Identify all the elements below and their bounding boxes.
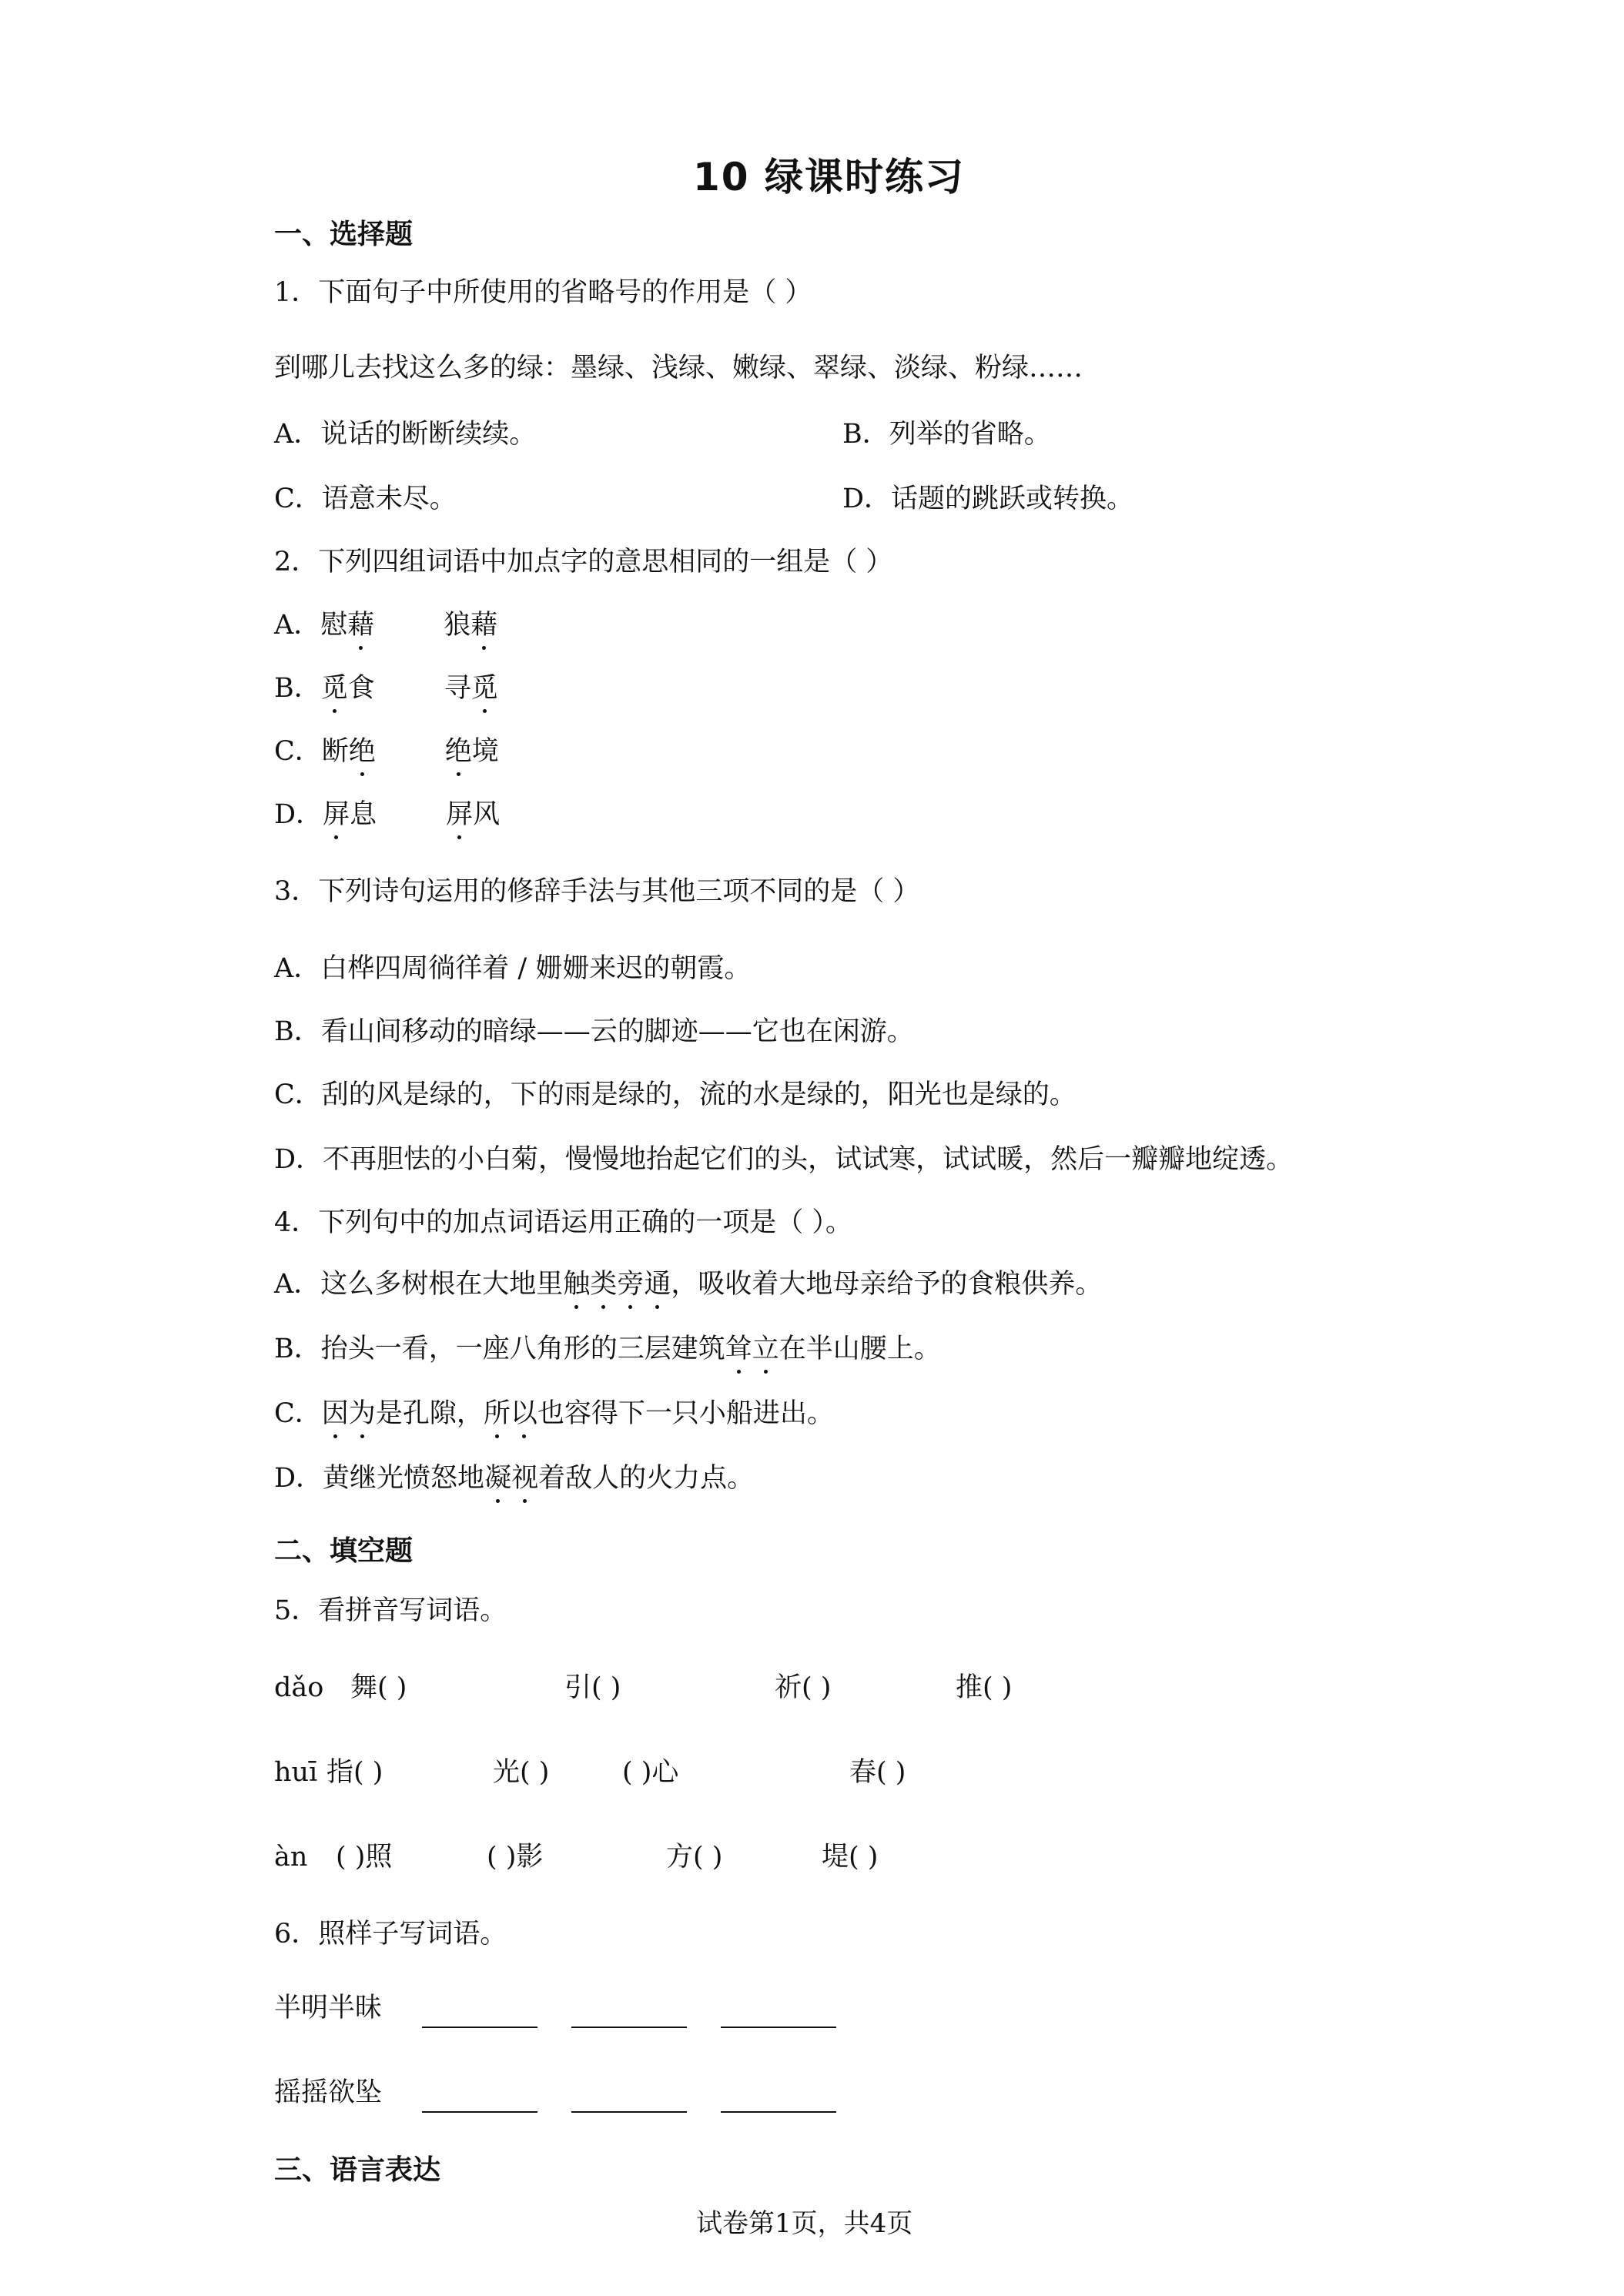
word-char: 慰: [320, 610, 348, 641]
q3-option-b[interactable]: B．看山间移动的暗绿——云的脚迹——它也在闲游。: [274, 1016, 914, 1047]
answer-line[interactable]: [422, 2088, 537, 2116]
q2-option-d[interactable]: [274, 798, 500, 832]
q4-stem: 4．下列句中的加点词语运用正确的一项是（ ）。: [274, 1207, 852, 1238]
option-label: D．: [274, 799, 323, 830]
page-title: 10 绿课时练习: [693, 155, 965, 199]
q1-stem: 1．下面句子中所使用的省略号的作用是（ ）: [274, 277, 812, 308]
q2-option-c[interactable]: [274, 735, 499, 768]
q6-example-2: 摇摇欲坠: [274, 2077, 383, 2108]
dotted-char: 耸: [725, 1334, 752, 1364]
q2-option-a[interactable]: [274, 608, 497, 642]
option-text: C．: [274, 1398, 322, 1429]
dotted-char: 视: [511, 1463, 539, 1494]
word-char: 食: [347, 673, 375, 704]
q3-stem: 3．下列诗句运用的修辞手法与其他三项不同的是（ ）: [274, 876, 920, 907]
dotted-char: 屏: [323, 799, 350, 830]
word-char: 断: [321, 736, 349, 767]
answer-line[interactable]: [721, 2088, 836, 2116]
dotted-char: 凝: [484, 1463, 512, 1494]
q4-option-d[interactable]: [274, 1461, 754, 1495]
option-label: C．: [274, 736, 322, 767]
page-footer: 试卷第1页，共4页: [696, 2208, 913, 2239]
q5-blank[interactable]: 方( ): [666, 1842, 723, 1873]
dotted-char: 绝: [444, 736, 472, 767]
q5-blank[interactable]: 祈( ): [775, 1672, 832, 1703]
word-char: 息: [350, 799, 377, 830]
q1-option-a[interactable]: A．说话的断断续续。: [274, 419, 537, 450]
q3-option-a[interactable]: A．白桦四周徜徉着 / 姗姗来迟的朝霞。: [274, 953, 752, 984]
answer-line[interactable]: [571, 2088, 687, 2116]
dotted-char: 藉: [347, 610, 375, 641]
dotted-char: 立: [752, 1334, 779, 1364]
word-char: 风: [473, 799, 501, 830]
q5-row-hui-pinyin: huī: [274, 1757, 318, 1788]
option-text: B．抬头一看，一座八角形的三层建筑: [274, 1334, 725, 1364]
option-text: 在半山腰上。: [779, 1334, 941, 1364]
option-label: A．: [274, 610, 321, 641]
q5-row-dao-pinyin: dǎo: [274, 1672, 324, 1703]
dotted-char: 类: [590, 1269, 618, 1300]
q2-stem: 2．下列四组词语中加点字的意思相同的一组是（ ）: [274, 547, 893, 577]
q5-blank[interactable]: 引( ): [564, 1672, 621, 1703]
dotted-char: 绝: [348, 736, 376, 767]
dotted-char: 所: [483, 1398, 511, 1429]
answer-line[interactable]: [571, 2003, 687, 2031]
answer-line[interactable]: [721, 2003, 836, 2031]
section-heading-fill: 二、填空题: [274, 1535, 414, 1567]
dotted-char: 因: [321, 1398, 349, 1429]
q6-stem: 6．照样子写词语。: [274, 1919, 507, 1950]
word-char: 寻: [444, 673, 471, 704]
q4-option-b[interactable]: [274, 1332, 941, 1366]
dotted-char: 屏: [446, 799, 474, 830]
q5-blank[interactable]: ( )心: [622, 1757, 679, 1788]
q5-blank[interactable]: 堤( ): [822, 1842, 879, 1873]
q5-blank[interactable]: 舞( ): [350, 1672, 407, 1703]
q2-option-b[interactable]: [274, 671, 498, 705]
q5-blank[interactable]: 指( ): [326, 1757, 383, 1788]
option-text: 也容得下一只小船进出。: [537, 1398, 834, 1429]
section-heading-language: 三、语言表达: [274, 2154, 441, 2186]
option-text: ，吸收着大地母亲给予的食粮供养。: [671, 1269, 1103, 1300]
dotted-char: 藉: [470, 610, 498, 641]
q4-option-c[interactable]: [274, 1397, 834, 1431]
q5-blank[interactable]: ( )影: [487, 1842, 544, 1873]
dotted-char: 觅: [470, 673, 498, 704]
q5-blank[interactable]: 推( ): [956, 1672, 1013, 1703]
dotted-char: 觅: [320, 673, 348, 704]
option-text: A．这么多树根在大地里: [274, 1269, 564, 1300]
q4-option-a[interactable]: [274, 1267, 1102, 1301]
q5-blank[interactable]: 光( ): [493, 1757, 550, 1788]
word-char: 狼: [444, 610, 471, 641]
q3-option-d[interactable]: D．不再胆怯的小白菊，慢慢地抬起它们的头，试试寒，试试暖，然后一瓣瓣地绽透。: [274, 1144, 1294, 1175]
q5-row-an-pinyin: àn: [274, 1842, 308, 1873]
q1-option-d[interactable]: D．话题的跳跃或转换。: [842, 484, 1134, 514]
option-text: 是孔隙，: [375, 1398, 484, 1429]
word-char: 境: [471, 736, 499, 767]
q3-option-c[interactable]: C．刮的风是绿的，下的雨是绿的，流的水是绿的，阳光也是绿的。: [274, 1079, 1077, 1110]
section-heading-choice: 一、选择题: [274, 219, 414, 250]
q5-blank[interactable]: ( )照: [336, 1842, 393, 1873]
dotted-char: 以: [510, 1398, 537, 1429]
option-text: D．黄继光愤怒地: [274, 1463, 485, 1494]
dotted-char: 旁: [617, 1269, 645, 1300]
q5-blank[interactable]: 春( ): [849, 1757, 906, 1788]
q1-option-c[interactable]: C．语意未尽。: [274, 484, 457, 514]
q5-stem: 5．看拼音写词语。: [274, 1595, 507, 1626]
q6-example-1: 半明半昧: [274, 1993, 383, 2023]
q1-option-b[interactable]: B．列举的省略。: [842, 419, 1051, 450]
dotted-char: 通: [644, 1269, 671, 1300]
dotted-char: 触: [563, 1269, 591, 1300]
answer-line[interactable]: [422, 2003, 537, 2031]
option-text: 着敌人的火力点。: [538, 1463, 755, 1494]
option-label: B．: [274, 673, 321, 704]
q1-sentence: 到哪儿去找这么多的绿：墨绿、浅绿、嫩绿、翠绿、淡绿、粉绿……: [274, 353, 1083, 383]
dotted-char: 为: [348, 1398, 376, 1429]
